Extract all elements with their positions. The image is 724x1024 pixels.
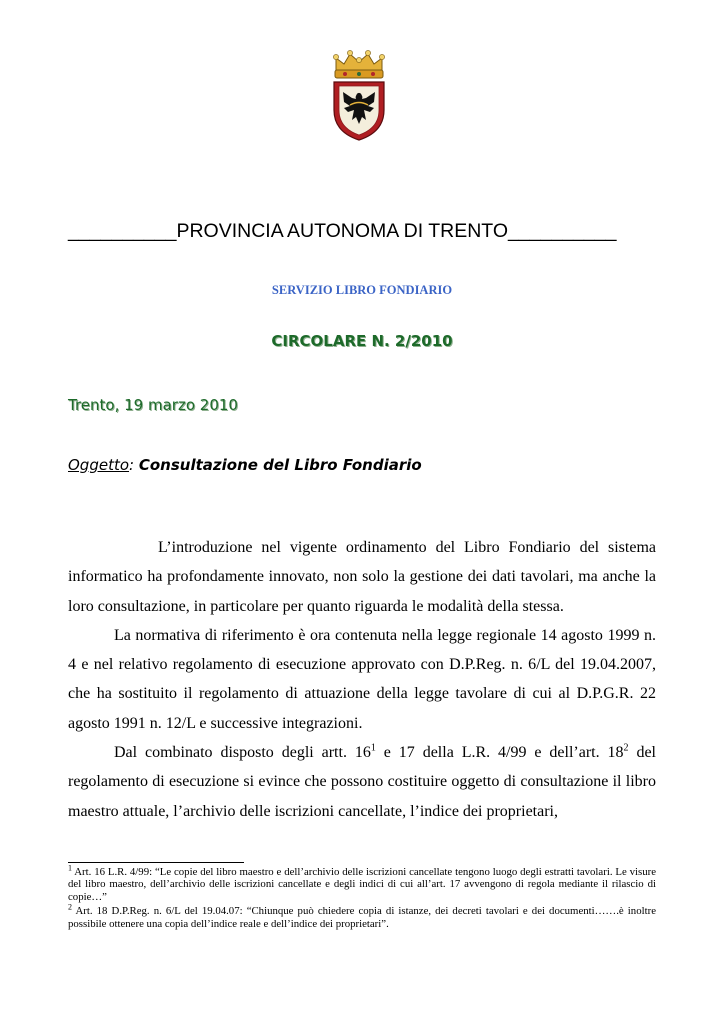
service-name: SERVIZIO LIBRO FONDIARIO <box>271 283 453 297</box>
subject-separator: : <box>129 456 139 474</box>
footnote-separator <box>68 862 244 863</box>
footnote-2-text: Art. 18 D.P.Reg. n. 6/L del 19.04.07: “Chiunque può chiedere copia di istanze, dei decreti tavolari e dei documenti…….è inoltre possibile ottenere una copia dell’indice reale e dell’indice dei proprietari”. <box>68 905 656 930</box>
footnote-2-number: 2 <box>68 902 72 912</box>
subject-line <box>68 456 422 474</box>
subject-text: Consultazione del Libro Fondiario <box>138 456 422 474</box>
crown-icon <box>333 50 384 78</box>
paragraph-3-part-b: e 17 della L.R. 4/99 e dell’art. 18 <box>375 744 624 762</box>
organization-title: __________PROVINCIA AUTONOMA DI TRENTO__________ <box>68 220 617 242</box>
footnote-1-text: Art. 16 L.R. 4/99: “Le copie del libro maestro e dell’archivio delle iscrizioni cancellate tengono luogo degli estratti tavolari. Le visure del libro maestro, dell’archivio delle iscrizioni cancellate e degli indici di cui all’art. 17 avvengono di regola mediante il rilascio di copie…” <box>68 866 656 903</box>
footnote-ref-2: 2 <box>623 742 629 754</box>
subject-label: Oggetto <box>68 456 130 474</box>
paragraph-3-part-a: Dal combinato disposto degli artt. 16 <box>114 744 371 762</box>
footnote-ref-1: 1 <box>370 742 376 754</box>
paragraph-3-part-c: del regolamento di esecuzione si evince che possono costituire oggetto di consultazione il libro maestro attuale, l’archivio delle iscrizioni cancellate, l’indice dei proprietari, <box>68 744 657 820</box>
coat-of-arms-icon <box>330 50 388 142</box>
body-text <box>68 533 656 826</box>
footnote-2 <box>68 902 656 930</box>
footnote-1-number: 1 <box>68 863 72 873</box>
footnotes <box>68 863 656 932</box>
paragraph-2: La normativa di riferimento è ora contenuta nella legge regionale 14 agosto 1999 n. 4 e nel relativo regolamento di esecuzione approvato con D.P.Reg. n. 6/L del 19.04.2007, che ha sostituito il regolamento di attuazione della legge tavolare di cui al D.P.G.R. 22 agosto 1991 n. 12/L e successive integrazioni. <box>68 626 656 732</box>
footnote-1 <box>68 863 656 903</box>
place-date: Trento, 19 marzo 2010 <box>68 396 238 414</box>
paragraph-3 <box>68 738 656 826</box>
paragraph-1: L’introduzione nel vigente ordinamento del Libro Fondiario del sistema informatico ha profondamente innovato, non solo la gestione dei dati tavolari, ma anche la loro consultazione, in particolare per quanto riguarda le modalità della stessa. <box>68 539 656 615</box>
circular-number: CIRCOLARE N. 2/2010 <box>271 332 453 350</box>
